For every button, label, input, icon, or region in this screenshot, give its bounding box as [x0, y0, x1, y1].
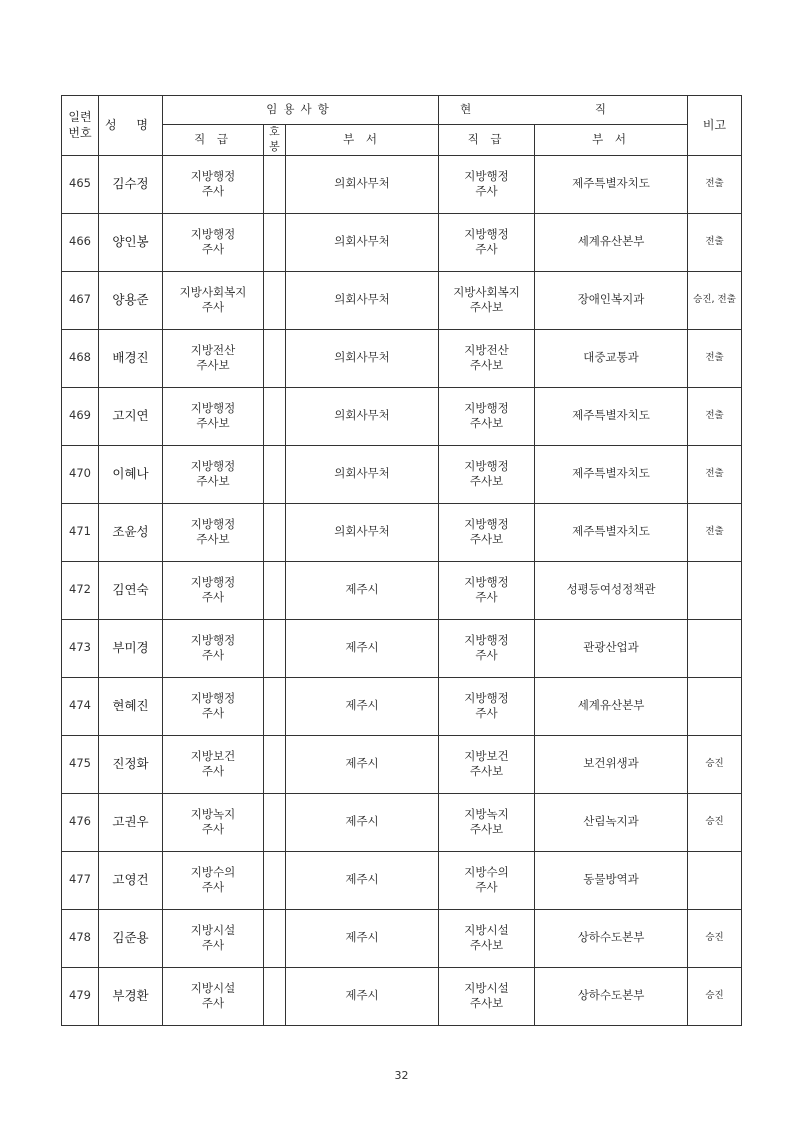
- name-cell: 김수정: [99, 155, 163, 213]
- table-row: [62, 445, 742, 503]
- appointment-dept-cell: 의회사무처: [286, 503, 439, 561]
- current-rank-cell: 지방보건 주사보: [439, 735, 535, 793]
- hobong-cell: [264, 445, 286, 503]
- current-dept-cell: 동물방역과: [535, 851, 688, 909]
- remarks-cell: [688, 619, 742, 677]
- current-dept-cell: 보건위생과: [535, 735, 688, 793]
- current-rank-cell: 지방수의 주사: [439, 851, 535, 909]
- appointment-rank-cell: 지방시설 주사: [163, 909, 264, 967]
- appointment-rank-cell: 지방시설 주사: [163, 967, 264, 1025]
- remarks-cell: [688, 561, 742, 619]
- current-rank-cell: 지방행정 주사: [439, 619, 535, 677]
- remarks-cell: 승진, 전출: [688, 271, 742, 329]
- appointment-rank-cell: 지방행정 주사: [163, 619, 264, 677]
- remarks-header: 비고: [688, 96, 742, 156]
- current-dept-header: 부 서: [535, 125, 688, 156]
- serial-cell: 476: [62, 793, 99, 851]
- current-rank-cell: 지방사회복지 주사보: [439, 271, 535, 329]
- appointment-rank-cell: 지방전산 주사보: [163, 329, 264, 387]
- appointment-rank-cell: 지방사회복지 주사: [163, 271, 264, 329]
- table-row: [62, 503, 742, 561]
- table-row: [62, 155, 742, 213]
- remarks-cell: 전출: [688, 213, 742, 271]
- appointment-rank-cell: 지방수의 주사: [163, 851, 264, 909]
- current-dept-cell: 세계유산본부: [535, 677, 688, 735]
- appointment-header: 임용사항: [163, 96, 439, 125]
- table-row: [62, 735, 742, 793]
- appointment-rank-cell: 지방행정 주사보: [163, 387, 264, 445]
- current-rank-cell: 지방시설 주사보: [439, 909, 535, 967]
- appointment-dept-cell: 제주시: [286, 619, 439, 677]
- appointment-dept-cell: 제주시: [286, 851, 439, 909]
- remarks-cell: 승진: [688, 735, 742, 793]
- current-rank-cell: 지방행정 주사보: [439, 503, 535, 561]
- hobong-cell: [264, 735, 286, 793]
- name-cell: 김준용: [99, 909, 163, 967]
- table-row: [62, 271, 742, 329]
- appointment-dept-cell: 제주시: [286, 967, 439, 1025]
- name-cell: 고지연: [99, 387, 163, 445]
- hobong-cell: [264, 909, 286, 967]
- name-cell: 부미경: [99, 619, 163, 677]
- table-row: [62, 387, 742, 445]
- remarks-cell: 전출: [688, 445, 742, 503]
- appointment-rank-header: 직 급: [163, 125, 264, 156]
- current-dept-cell: 제주특별자치도: [535, 387, 688, 445]
- appointment-dept-cell: 의회사무처: [286, 329, 439, 387]
- appointment-dept-cell: 제주시: [286, 909, 439, 967]
- serial-cell: 470: [62, 445, 99, 503]
- table-row: [62, 677, 742, 735]
- appointment-dept-cell: 제주시: [286, 735, 439, 793]
- current-rank-cell: 지방시설 주사보: [439, 967, 535, 1025]
- serial-cell: 479: [62, 967, 99, 1025]
- current-rank-header: 직 급: [439, 125, 535, 156]
- remarks-cell: 전출: [688, 387, 742, 445]
- current-dept-cell: 장애인복지과: [535, 271, 688, 329]
- current-rank-cell: 지방녹지 주사보: [439, 793, 535, 851]
- current-dept-cell: 대중교통과: [535, 329, 688, 387]
- serial-cell: 473: [62, 619, 99, 677]
- current-dept-cell: 제주특별자치도: [535, 503, 688, 561]
- hobong-cell: [264, 387, 286, 445]
- hobong-cell: [264, 329, 286, 387]
- current-rank-cell: 지방전산 주사보: [439, 329, 535, 387]
- name-header: 성 명: [99, 96, 163, 156]
- hobong-cell: [264, 561, 286, 619]
- personnel-table: [61, 95, 742, 1026]
- hobong-cell: [264, 155, 286, 213]
- current-dept-cell: 관광산업과: [535, 619, 688, 677]
- page-number: 32: [394, 1069, 409, 1082]
- remarks-cell: 승진: [688, 967, 742, 1025]
- serial-cell: 475: [62, 735, 99, 793]
- name-cell: 이혜나: [99, 445, 163, 503]
- appointment-dept-cell: 의회사무처: [286, 387, 439, 445]
- remarks-cell: 승진: [688, 793, 742, 851]
- table-row: [62, 619, 742, 677]
- table-row: [62, 967, 742, 1025]
- table-row: [62, 909, 742, 967]
- table-row: [62, 213, 742, 271]
- appointment-dept-cell: 제주시: [286, 677, 439, 735]
- current-dept-cell: 상하수도본부: [535, 909, 688, 967]
- serial-cell: 467: [62, 271, 99, 329]
- remarks-cell: 전출: [688, 155, 742, 213]
- appointment-rank-cell: 지방행정 주사: [163, 155, 264, 213]
- name-cell: 양용준: [99, 271, 163, 329]
- hobong-cell: [264, 271, 286, 329]
- table-row: [62, 561, 742, 619]
- current-rank-cell: 지방행정 주사보: [439, 445, 535, 503]
- hobong-cell: [264, 213, 286, 271]
- appointment-rank-cell: 지방녹지 주사: [163, 793, 264, 851]
- hobong-cell: [264, 967, 286, 1025]
- serial-cell: 477: [62, 851, 99, 909]
- name-cell: 부경환: [99, 967, 163, 1025]
- appointment-rank-cell: 지방행정 주사보: [163, 503, 264, 561]
- current-position-header: 현 직: [439, 96, 688, 125]
- appointment-rank-cell: 지방행정 주사: [163, 561, 264, 619]
- name-cell: 배경진: [99, 329, 163, 387]
- name-cell: 양인봉: [99, 213, 163, 271]
- appointment-dept-cell: 의회사무처: [286, 213, 439, 271]
- current-dept-cell: 산림녹지과: [535, 793, 688, 851]
- table-row: [62, 329, 742, 387]
- appointment-dept-cell: 제주시: [286, 561, 439, 619]
- serial-cell: 471: [62, 503, 99, 561]
- current-rank-cell: 지방행정 주사: [439, 561, 535, 619]
- appointment-rank-cell: 지방행정 주사: [163, 677, 264, 735]
- table-row: [62, 793, 742, 851]
- table-body: [62, 155, 742, 1025]
- remarks-cell: [688, 677, 742, 735]
- serial-cell: 478: [62, 909, 99, 967]
- name-cell: 김연숙: [99, 561, 163, 619]
- current-dept-cell: 제주특별자치도: [535, 155, 688, 213]
- current-rank-cell: 지방행정 주사: [439, 213, 535, 271]
- appointment-hobong-header: 호봉: [264, 125, 286, 156]
- serial-cell: 474: [62, 677, 99, 735]
- appointment-dept-cell: 의회사무처: [286, 271, 439, 329]
- serial-cell: 468: [62, 329, 99, 387]
- serial-cell: 465: [62, 155, 99, 213]
- hobong-cell: [264, 851, 286, 909]
- appointment-rank-cell: 지방보건 주사: [163, 735, 264, 793]
- name-cell: 현혜진: [99, 677, 163, 735]
- current-dept-cell: 성평등여성정책관: [535, 561, 688, 619]
- appointment-dept-cell: 제주시: [286, 793, 439, 851]
- name-cell: 고권우: [99, 793, 163, 851]
- remarks-cell: 승진: [688, 909, 742, 967]
- appointment-rank-cell: 지방행정 주사보: [163, 445, 264, 503]
- current-rank-cell: 지방행정 주사: [439, 155, 535, 213]
- current-dept-cell: 제주특별자치도: [535, 445, 688, 503]
- appointment-dept-cell: 의회사무처: [286, 155, 439, 213]
- current-rank-cell: 지방행정 주사보: [439, 387, 535, 445]
- current-rank-cell: 지방행정 주사: [439, 677, 535, 735]
- hobong-cell: [264, 677, 286, 735]
- remarks-cell: [688, 851, 742, 909]
- serial-header: 일련 번호: [62, 96, 99, 156]
- table-row: [62, 851, 742, 909]
- serial-cell: 469: [62, 387, 99, 445]
- hobong-cell: [264, 503, 286, 561]
- remarks-cell: 전출: [688, 329, 742, 387]
- appointment-dept-header: 부 서: [286, 125, 439, 156]
- name-cell: 조윤성: [99, 503, 163, 561]
- name-cell: 고영건: [99, 851, 163, 909]
- current-dept-cell: 상하수도본부: [535, 967, 688, 1025]
- appointment-rank-cell: 지방행정 주사: [163, 213, 264, 271]
- serial-cell: 472: [62, 561, 99, 619]
- current-dept-cell: 세계유산본부: [535, 213, 688, 271]
- serial-cell: 466: [62, 213, 99, 271]
- appointment-dept-cell: 의회사무처: [286, 445, 439, 503]
- hobong-cell: [264, 619, 286, 677]
- hobong-cell: [264, 793, 286, 851]
- name-cell: 진정화: [99, 735, 163, 793]
- remarks-cell: 전출: [688, 503, 742, 561]
